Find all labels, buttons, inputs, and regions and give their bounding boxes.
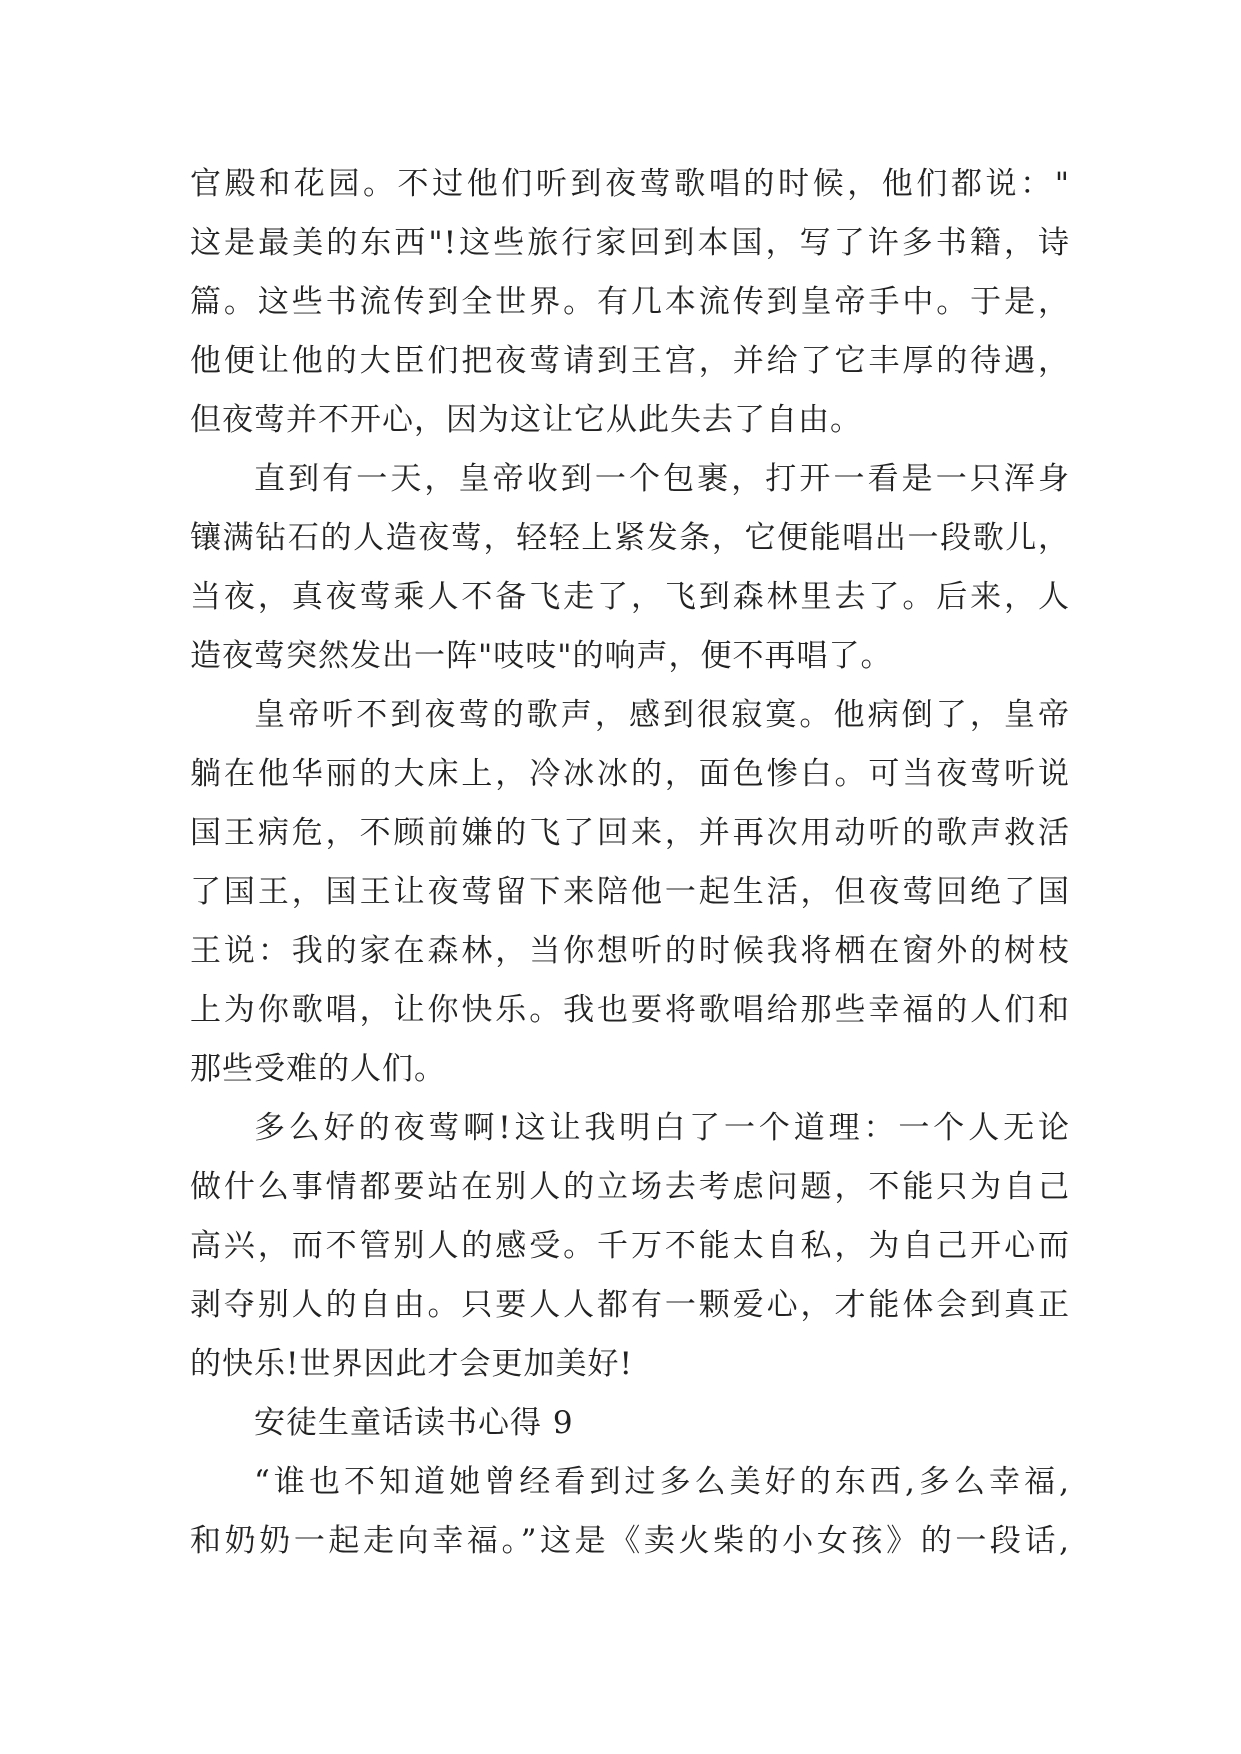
- text-line: 当夜，真夜莺乘人不备飞走了，飞到森林里去了。后来，人: [190, 579, 1070, 615]
- text-line: 和奶奶一起走向幸福。”这是《卖火柴的小女孩》的一段话,: [190, 1523, 1070, 1559]
- section-heading: [190, 1394, 1070, 1453]
- text-line: 高兴，而不管别人的感受。千万不能太自私，为自己开心而: [190, 1228, 1070, 1264]
- text-line: 篇。这些书流传到全世界。有几本流传到皇帝手中。于是，: [190, 284, 1070, 320]
- text-line: 直到有一天，皇帝收到一个包裹，打开一看是一只浑身: [254, 461, 1070, 497]
- text-line: 官殿和花园。不过他们听到夜莺歌唱的时候，他们都说：": [190, 166, 1070, 202]
- text-line: 躺在他华丽的大床上，冷冰冰的，面色惨白。可当夜莺听说: [190, 756, 1070, 792]
- text-line: 的快乐!世界因此才会更加美好!: [190, 1346, 633, 1382]
- paragraph: [190, 686, 1070, 1099]
- paragraph: [190, 155, 1070, 450]
- paragraph: [190, 1453, 1070, 1571]
- paragraph: [190, 450, 1070, 686]
- text-line: 剥夺别人的自由。只要人人都有一颗爱心，才能体会到真正: [190, 1287, 1070, 1323]
- text-line: 造夜莺突然发出一阵"吱吱"的响声，便不再唱了。: [190, 638, 893, 674]
- text-line: 上为你歌唱，让你快乐。我也要将歌唱给那些幸福的人们和: [190, 992, 1070, 1028]
- text-line: 那些受难的人们。: [190, 1051, 446, 1087]
- text-line: 这是最美的东西"!这些旅行家回到本国，写了许多书籍，诗: [190, 225, 1070, 261]
- paragraph: [190, 1099, 1070, 1394]
- text-line: 做什么事情都要站在别人的立场去考虑问题，不能只为自己: [190, 1169, 1070, 1205]
- text-line: 王说：我的家在森林，当你想听的时候我将栖在窗外的树枝: [190, 933, 1070, 969]
- text-line: 他便让他的大臣们把夜莺请到王宫，并给了它丰厚的待遇，: [190, 343, 1070, 379]
- text-line: 皇帝听不到夜莺的歌声，感到很寂寞。他病倒了，皇帝: [254, 697, 1070, 733]
- text-line: 了国王，国王让夜莺留下来陪他一起生活，但夜莺回绝了国: [190, 874, 1070, 910]
- heading-line: 安徒生童话读书心得 9: [254, 1405, 574, 1441]
- document-body: [190, 155, 1070, 1571]
- text-line: 镶满钻石的人造夜莺，轻轻上紧发条，它便能唱出一段歌儿，: [190, 520, 1070, 556]
- text-line: “谁也不知道她曾经看到过多么美好的东西,多么幸福,: [254, 1464, 1070, 1500]
- text-line: 但夜莺并不开心，因为这让它从此失去了自由。: [190, 402, 862, 438]
- text-line: 国王病危，不顾前嫌的飞了回来，并再次用动听的歌声救活: [190, 815, 1070, 851]
- text-line: 多么好的夜莺啊!这让我明白了一个道理：一个人无论: [254, 1110, 1070, 1146]
